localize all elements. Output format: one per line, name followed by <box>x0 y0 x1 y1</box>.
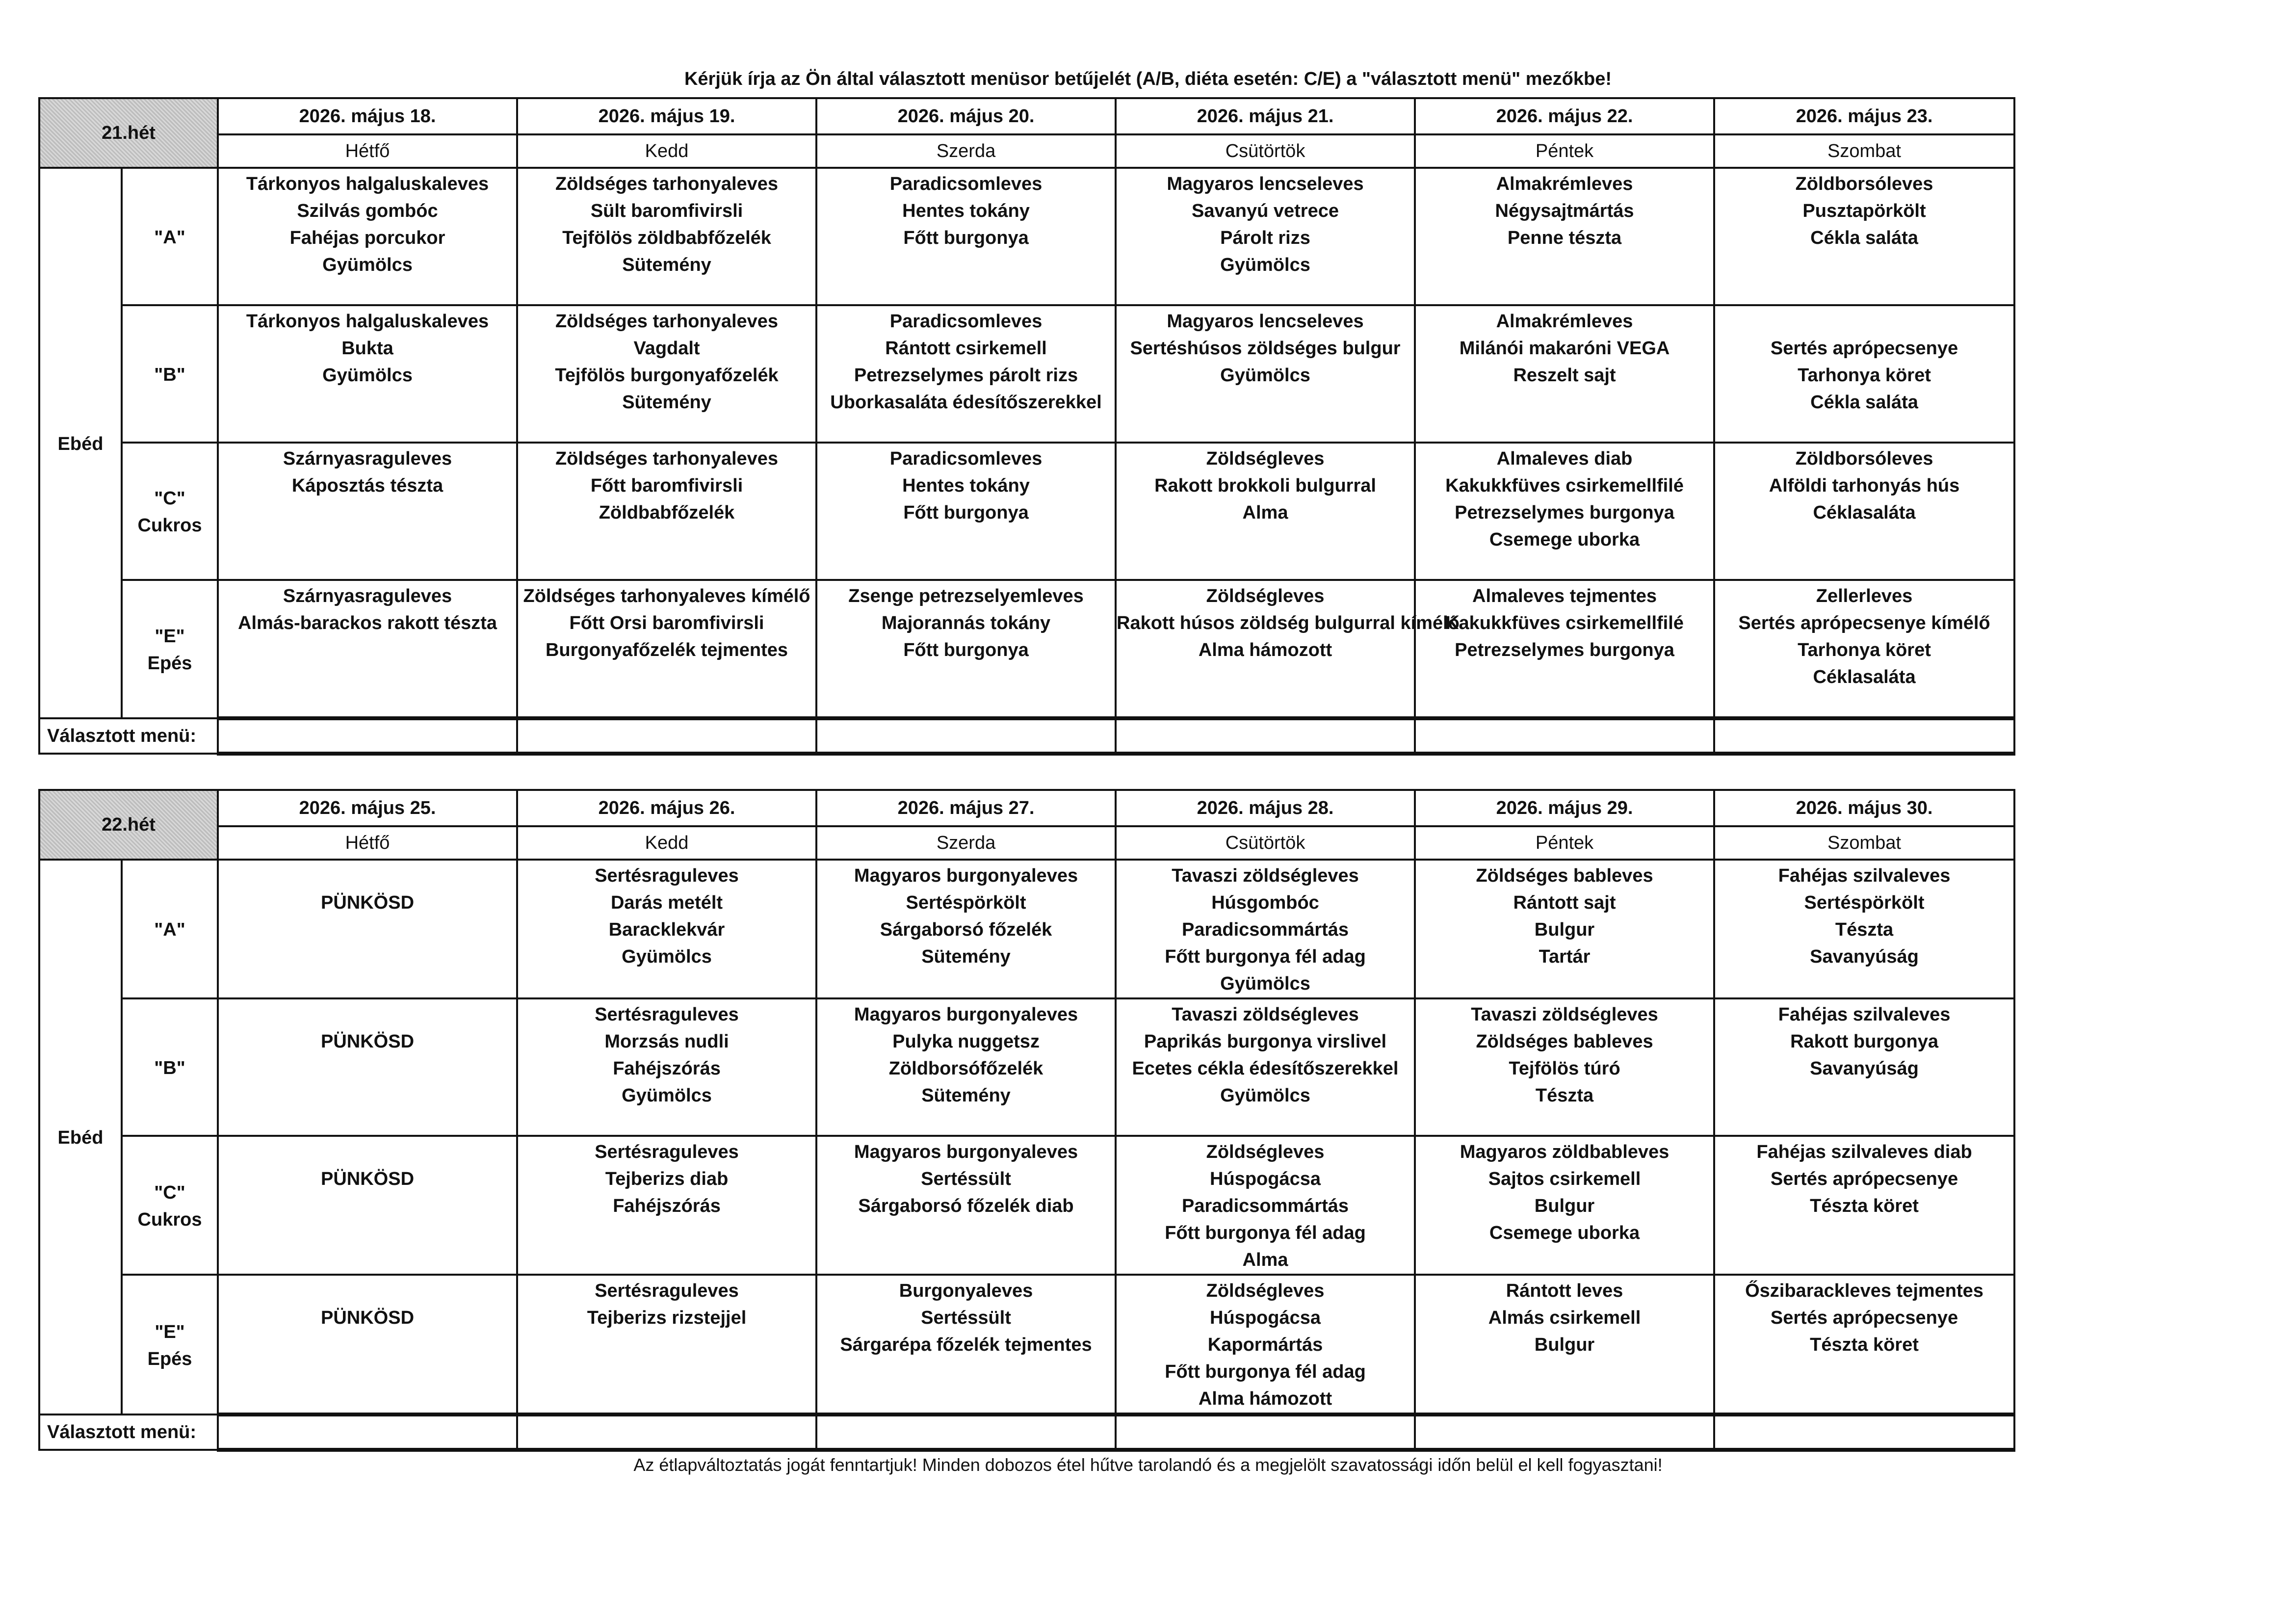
menu-row-a <box>39 860 2014 998</box>
menu-item-line: Almaleves diab <box>1496 448 1633 469</box>
menu-item-line: Hentes tokány <box>902 475 1030 496</box>
menu-item-line: Almaleves tejmentes <box>1472 586 1657 606</box>
menu-item-line: Főtt burgonya <box>903 502 1029 523</box>
date-header: 2026. május 26. <box>517 790 816 826</box>
menu-cell <box>1415 998 1714 1136</box>
menu-item-line: Sütemény <box>921 1085 1011 1106</box>
menu-item-line: Vagdalt <box>633 338 700 359</box>
menu-cell <box>816 1275 1116 1414</box>
menu-item-line: Paradicsommártás <box>1181 919 1349 940</box>
menu-cell <box>1714 1136 2014 1275</box>
menu-row-a <box>39 168 2014 305</box>
menu-cell <box>1714 860 2014 998</box>
menu-item-line: Tárkonyos halgaluskaleves <box>246 311 489 332</box>
menu-cell <box>1415 1136 1714 1275</box>
menu-cell <box>218 1275 517 1414</box>
menu-item-line: Tarhonya köret <box>1798 365 1931 386</box>
menu-item-line: Tejberizs rizstejjel <box>587 1308 747 1328</box>
chosen-menu-field[interactable] <box>517 718 816 754</box>
menu-item-line: Zöldségleves <box>1206 448 1325 469</box>
menu-item-line: Pusztapörkölt <box>1802 201 1926 221</box>
menu-item-line: Bukta <box>341 338 393 359</box>
menu-item-line: PÜNKÖSD <box>321 1169 415 1189</box>
menu-item-line: Sertéssült <box>921 1169 1011 1189</box>
menu-item-line: Paradicsomleves <box>889 174 1043 194</box>
variant-label <box>122 860 218 998</box>
menu-item-line: Burgonyafőzelék tejmentes <box>545 640 788 660</box>
menu-item-line: Bulgur <box>1534 1196 1595 1216</box>
menu-item-line: Sertés aprópecsenye <box>1770 338 1958 359</box>
menu-item-line: "B" <box>154 364 185 385</box>
menu-cell <box>1714 580 2014 718</box>
menu-item-line: Húspogácsa <box>1210 1169 1321 1189</box>
chosen-menu-field[interactable] <box>1116 718 1415 754</box>
menu-item-line: Alma <box>1242 1250 1288 1270</box>
menu-item-line: Hentes tokány <box>902 201 1030 221</box>
day-header: Hétfő <box>218 134 517 168</box>
menu-item-line: Sertésraguleves <box>595 1004 739 1025</box>
menu-item-line: Sertés aprópecsenye <box>1770 1169 1958 1189</box>
menu-item-line: Rakott brokkoli bulgurral <box>1154 475 1376 496</box>
menu-item-line: Szárnyasraguleves <box>283 586 452 606</box>
menu-item-line: Alma hámozott <box>1198 640 1332 660</box>
menu-item-line: Paprikás burgonya virslivel <box>1144 1031 1387 1052</box>
menu-cell <box>816 443 1116 580</box>
menu-item-line: Fahéjszórás <box>613 1058 721 1079</box>
menu-item-line: Zellerleves <box>1816 586 1913 606</box>
chosen-menu-label: Választott menü: <box>39 1414 218 1450</box>
menu-item-line: "E" <box>155 1321 185 1342</box>
menu-item-line: Tavaszi zöldségleves <box>1172 865 1359 886</box>
menu-item-line: PÜNKÖSD <box>321 1031 415 1052</box>
menu-cell <box>1415 860 1714 998</box>
menu-item-line: Zöldborsóleves <box>1795 448 1933 469</box>
menu-item-line: Gyümölcs <box>1220 973 1310 994</box>
menu-item-line: Főtt burgonya <box>903 640 1029 660</box>
menu-cell <box>1116 998 1415 1136</box>
menu-item-line: Tavaszi zöldségleves <box>1172 1004 1359 1025</box>
menu-cell <box>517 1136 816 1275</box>
menu-cell <box>1116 860 1415 998</box>
menu-item-line: PÜNKÖSD <box>321 892 415 913</box>
menu-item-line: Zöldséges bableves <box>1476 1031 1653 1052</box>
menu-item-line: Zöldséges tarhonyaleves <box>555 311 779 332</box>
menu-item-line: Zöldségleves <box>1206 1281 1325 1301</box>
menu-item-line: Tavaszi zöldségleves <box>1471 1004 1658 1025</box>
menu-item-line: Cékla saláta <box>1810 228 1918 248</box>
menu-item-line: Bulgur <box>1534 1335 1595 1355</box>
menu-item-line: Almás-barackos rakott tészta <box>238 613 497 633</box>
menu-cell <box>816 860 1116 998</box>
variant-label <box>122 1275 218 1414</box>
menu-item-line: Savanyúság <box>1810 946 1919 967</box>
meal-label: Ebéd <box>39 860 122 1414</box>
menu-item-line: Sertéshúsos zöldséges bulgur <box>1130 338 1401 359</box>
menu-item-line: Gyümölcs <box>1220 365 1310 386</box>
menu-item-line: Főtt burgonya fél adag <box>1165 946 1366 967</box>
menu-item-line: Sütemény <box>921 946 1011 967</box>
menu-item-line: Sertésraguleves <box>595 865 739 886</box>
menu-cell <box>218 860 517 998</box>
menu-cell <box>1116 443 1415 580</box>
menu-cell <box>1415 305 1714 443</box>
menu-item-line: Savanyú vetrece <box>1192 201 1339 221</box>
day-header: Szombat <box>1714 826 2014 860</box>
menu-item-line: Főtt burgonya <box>903 228 1029 248</box>
menu-item-line: Tejfölös túró <box>1509 1058 1620 1079</box>
menu-item-line: Majorannás tokány <box>881 613 1051 633</box>
menu-item-line: Petrezselymes párolt rizs <box>854 365 1078 386</box>
menu-item-line: Gyümölcs <box>622 946 712 967</box>
menu-item-line: Magyaros lencseleves <box>1167 174 1364 194</box>
menu-cell <box>1714 998 2014 1136</box>
menu-cell <box>517 580 816 718</box>
date-header: 2026. május 28. <box>1116 790 1415 826</box>
menu-item-line: Főtt burgonya fél adag <box>1165 1223 1366 1243</box>
menu-cell <box>218 998 517 1136</box>
menu-item-line: Zöldborsófőzelék <box>888 1058 1044 1079</box>
chosen-menu-field[interactable] <box>816 718 1116 754</box>
menu-item-line: Almás csirkemell <box>1488 1308 1641 1328</box>
menu-item-line: Petrezselymes burgonya <box>1455 502 1674 523</box>
menu-cell <box>1415 580 1714 718</box>
menu-item-line: Sertés aprópecsenye <box>1770 1308 1958 1328</box>
chosen-menu-field[interactable] <box>1415 718 1714 754</box>
menu-item-line: Fahéjas szilvaleves diab <box>1756 1142 1972 1162</box>
menu-cell <box>218 580 517 718</box>
menu-item-line: Magyaros lencseleves <box>1167 311 1364 332</box>
instruction-text: Kérjük írja az Ön által választott menüsor betűjelét (A/B, diéta esetén: C/E) a "választott menü" mezőkbe! <box>684 69 1612 89</box>
menu-cell <box>1714 168 2014 305</box>
menu-item-line: Gyümölcs <box>622 1085 712 1106</box>
menu-item-line: Zöldségleves <box>1206 1142 1325 1162</box>
chosen-menu-field[interactable] <box>218 718 517 754</box>
menu-item-line: Gyümölcs <box>322 255 413 275</box>
menu-item-line: Rakott húsos zöldség bulgurral kímélő <box>1117 613 1460 633</box>
menu-item-line: Zöldségleves <box>1206 586 1325 606</box>
menu-item-line: PÜNKÖSD <box>321 1308 415 1328</box>
menu-row-e <box>39 580 2014 718</box>
empty-line <box>219 1139 516 1166</box>
menu-item-line: "E" <box>155 626 185 647</box>
meal-label: Ebéd <box>39 168 122 718</box>
variant-label <box>122 998 218 1136</box>
menu-item-line: Gyümölcs <box>1220 255 1310 275</box>
menu-cell <box>816 1136 1116 1275</box>
menu-item-line: Fahéjas porcukor <box>289 228 445 248</box>
menu-cell <box>816 305 1116 443</box>
menu-item-line: Almakrémleves <box>1496 311 1633 332</box>
menu-item-line: Alma <box>1242 502 1288 523</box>
menu-cell <box>218 305 517 443</box>
menu-item-line: Sajtos csirkemell <box>1488 1169 1641 1189</box>
menu-item-line: Pulyka nuggetsz <box>892 1031 1040 1052</box>
menu-item-line: Rántott sajt <box>1513 892 1616 913</box>
chosen-menu-field[interactable] <box>218 1414 517 1450</box>
menu-item-line: Tejfölös burgonyafőzelék <box>555 365 779 386</box>
empty-line <box>219 863 516 890</box>
menu-item-line: Kakukkfüves csirkemellfilé <box>1445 475 1684 496</box>
menu-cell <box>1415 443 1714 580</box>
menu-item-line: Paradicsommártás <box>1181 1196 1349 1216</box>
date-header: 2026. május 19. <box>517 98 816 134</box>
menu-item-line: Ecetes cékla édesítőszerekkel <box>1132 1058 1399 1079</box>
day-header: Szerda <box>816 826 1116 860</box>
menu-item-line: Magyaros burgonyaleves <box>854 865 1078 886</box>
variant-label <box>122 443 218 580</box>
menu-item-line: Őszibarackleves tejmentes <box>1745 1281 1983 1301</box>
menu-item-line: Húspogácsa <box>1210 1308 1321 1328</box>
menu-item-line: Bulgur <box>1534 919 1595 940</box>
menu-item-line: "C" <box>154 1182 185 1203</box>
menu-item-line: Szárnyasraguleves <box>283 448 452 469</box>
menu-cell <box>1116 580 1460 718</box>
menu-item-line: Penne tészta <box>1507 228 1622 248</box>
menu-item-line: Sertés aprópecsenye kímélő <box>1738 613 1990 633</box>
menu-item-line: Sütemény <box>622 392 711 413</box>
menu-cell <box>1116 1136 1415 1275</box>
menu-item-line: Káposztás tészta <box>291 475 444 496</box>
menu-item-line: Zöldborsóleves <box>1795 174 1933 194</box>
date-header: 2026. május 25. <box>218 790 517 826</box>
day-header: Csütörtök <box>1116 826 1415 860</box>
menu-item-line: "A" <box>154 227 185 248</box>
menu-item-line: Csemege uborka <box>1489 1223 1640 1243</box>
variant-label <box>122 305 218 443</box>
menu-cell <box>1116 1275 1415 1414</box>
menu-item-line: Fahéjszórás <box>613 1196 721 1216</box>
week-label: 21.hét <box>39 98 218 168</box>
menu-cell <box>517 1275 816 1414</box>
menu-item-line: Darás metélt <box>610 892 723 913</box>
chosen-menu-field[interactable] <box>1714 1414 2014 1450</box>
menu-item-line: Tartár <box>1539 946 1591 967</box>
menu-item-line: Sertéssült <box>921 1308 1011 1328</box>
chosen-menu-row <box>39 1414 2014 1450</box>
menu-item-line: Magyaros burgonyaleves <box>854 1142 1078 1162</box>
menu-item-line: Petrezselymes burgonya <box>1455 640 1674 660</box>
menu-item-line: Tárkonyos halgaluskaleves <box>246 174 489 194</box>
menu-item-line: Kakukkfüves csirkemellfilé <box>1445 613 1684 633</box>
menu-cell <box>517 305 816 443</box>
menu-item-line: Uborkasaláta édesítőszerekkel <box>830 392 1102 413</box>
menu-row-b <box>39 998 2014 1136</box>
menu-cell <box>816 168 1116 305</box>
menu-cell <box>517 168 816 305</box>
menu-item-line: Sárgarépa főzelék tejmentes <box>840 1335 1092 1355</box>
menu-item-line: Zsenge petrezselyemleves <box>848 586 1084 606</box>
menu-item-line: Sertéspörkölt <box>906 892 1026 913</box>
empty-line <box>219 1278 516 1305</box>
week-22-menu-table <box>38 789 2015 1452</box>
chosen-menu-field[interactable] <box>1714 718 2014 754</box>
menu-item-line: Főtt baromfivirsli <box>590 475 743 496</box>
chosen-menu-field[interactable] <box>816 1414 1116 1450</box>
menu-item-line: Tészta köret <box>1810 1196 1919 1216</box>
menu-item-line: "B" <box>154 1057 185 1078</box>
menu-item-line: Kapormártás <box>1207 1335 1323 1355</box>
empty-line <box>1715 308 2013 335</box>
menu-item-line: Zöldséges tarhonyaleves <box>555 174 779 194</box>
menu-cell <box>1116 305 1415 443</box>
menu-item-line: Tarhonya köret <box>1798 640 1931 660</box>
menu-item-line: Húsgombóc <box>1211 892 1319 913</box>
date-header: 2026. május 23. <box>1714 98 2014 134</box>
menu-item-line: Cukros <box>137 515 202 536</box>
menu-item-line: Paradicsomleves <box>889 448 1043 469</box>
menu-item-line: Tészta <box>1535 1085 1594 1106</box>
menu-item-line: Epés <box>147 1348 192 1369</box>
menu-item-line: Csemege uborka <box>1489 529 1640 550</box>
menu-cell <box>517 998 816 1136</box>
menu-item-line: Zöldséges tarhonyaleves kímélő <box>523 586 810 606</box>
menu-item-line: Sertéspörkölt <box>1804 892 1925 913</box>
variant-label <box>122 580 218 718</box>
menu-item-line: Epés <box>147 653 192 674</box>
menu-item-line: Magyaros zöldbableves <box>1460 1142 1670 1162</box>
date-header: 2026. május 18. <box>218 98 517 134</box>
date-header: 2026. május 30. <box>1714 790 2014 826</box>
chosen-menu-field[interactable] <box>1415 1414 1714 1450</box>
menu-item-line: Reszelt sajt <box>1513 365 1616 386</box>
menu-item-line: Almakrémleves <box>1496 174 1633 194</box>
menu-item-line: Céklasaláta <box>1813 502 1916 523</box>
menu-item-line: Tejberizs diab <box>605 1169 729 1189</box>
menu-item-line: Alföldi tarhonyás hús <box>1769 475 1960 496</box>
menu-cell <box>517 443 816 580</box>
date-header: 2026. május 20. <box>816 98 1116 134</box>
menu-cell <box>816 580 1116 718</box>
menu-item-line: Tészta <box>1835 919 1894 940</box>
menu-item-line: Gyümölcs <box>322 365 413 386</box>
menu-row-b <box>39 305 2014 443</box>
menu-item-line: "A" <box>154 919 185 940</box>
menu-item-line: Négysajtmártás <box>1495 201 1634 221</box>
week-21-menu-table <box>38 97 2015 756</box>
day-header: Péntek <box>1415 134 1714 168</box>
date-header: 2026. május 22. <box>1415 98 1714 134</box>
menu-item-line: Zöldséges bableves <box>1476 865 1653 886</box>
chosen-menu-field[interactable] <box>1116 1414 1415 1450</box>
menu-item-line: Paradicsomleves <box>889 311 1043 332</box>
menu-cell <box>1116 168 1415 305</box>
menu-item-line: Tejfölös zöldbabfőzelék <box>562 228 771 248</box>
menu-item-line: Tészta köret <box>1810 1335 1919 1355</box>
menu-item-line: Rakott burgonya <box>1790 1031 1938 1052</box>
menu-item-line: Sült baromfivirsli <box>590 201 743 221</box>
menu-row-c <box>39 1136 2014 1275</box>
menu-item-line: Sertésraguleves <box>595 1142 739 1162</box>
date-header: 2026. május 21. <box>1116 98 1415 134</box>
menu-item-line: Morzsás nudli <box>604 1031 729 1052</box>
menu-item-line: Milánói makaróni VEGA <box>1459 338 1670 359</box>
menu-item-line: "C" <box>154 488 185 509</box>
day-header: Kedd <box>517 826 816 860</box>
menu-item-line: Főtt Orsi baromfivirsli <box>569 613 764 633</box>
menu-item-line: Főtt burgonya fél adag <box>1165 1362 1366 1382</box>
day-header: Csütörtök <box>1116 134 1415 168</box>
menu-item-line: Savanyúság <box>1810 1058 1919 1079</box>
menu-item-line: Rántott csirkemell <box>885 338 1047 359</box>
menu-cell <box>218 1136 517 1275</box>
chosen-menu-field[interactable] <box>517 1414 816 1450</box>
date-header: 2026. május 29. <box>1415 790 1714 826</box>
menu-cell <box>1714 1275 2014 1414</box>
menu-item-line: Párolt rizs <box>1220 228 1310 248</box>
chosen-menu-row <box>39 718 2014 754</box>
menu-row-e <box>39 1275 2014 1414</box>
menu-cell <box>1714 305 2014 443</box>
menu-item-line: Cékla saláta <box>1810 392 1918 413</box>
menu-item-line: Zöldbabfőzelék <box>599 502 735 523</box>
day-header: Kedd <box>517 134 816 168</box>
menu-item-line: Alma hámozott <box>1198 1388 1332 1409</box>
menu-cell <box>1415 1275 1714 1414</box>
menu-cell <box>517 860 816 998</box>
menu-cell <box>816 998 1116 1136</box>
footer-note: Az étlapváltoztatás jogát fenntartjuk! Minden dobozos étel hűtve tarolandó és a megjelölt szavatossági időn belül el kell fogyasztani! <box>633 1455 1663 1475</box>
menu-item-line: Fahéjas szilvaleves <box>1778 865 1951 886</box>
chosen-menu-label: Választott menü: <box>39 718 218 754</box>
menu-cell <box>218 168 517 305</box>
menu-item-line: Magyaros burgonyaleves <box>854 1004 1078 1025</box>
menu-item-line: Sárgaborsó főzelék diab <box>858 1196 1074 1216</box>
menu-item-line: Szilvás gombóc <box>297 201 438 221</box>
menu-item-line: Céklasaláta <box>1813 667 1916 687</box>
menu-cell <box>1415 168 1714 305</box>
menu-item-line: Sárgaborsó főzelék <box>880 919 1052 940</box>
day-header: Péntek <box>1415 826 1714 860</box>
menu-item-line: Rántott leves <box>1506 1281 1623 1301</box>
menu-item-line: Baracklekvár <box>608 919 725 940</box>
menu-item-line: Sertésraguleves <box>595 1281 739 1301</box>
menu-item-line: Burgonyaleves <box>899 1281 1033 1301</box>
menu-cell <box>218 443 517 580</box>
menu-item-line: Sütemény <box>622 255 711 275</box>
menu-cell <box>1714 443 2014 580</box>
date-header: 2026. május 27. <box>816 790 1116 826</box>
menu-item-line: Cukros <box>137 1209 202 1230</box>
menu-item-line: Gyümölcs <box>1220 1085 1310 1106</box>
day-header: Hétfő <box>218 826 517 860</box>
variant-label <box>122 168 218 305</box>
menu-item-line: Fahéjas szilvaleves <box>1778 1004 1951 1025</box>
menu-row-c <box>39 443 2014 580</box>
variant-label <box>122 1136 218 1275</box>
week-label: 22.hét <box>39 790 218 860</box>
day-header: Szerda <box>816 134 1116 168</box>
day-header: Szombat <box>1714 134 2014 168</box>
menu-item-line: Zöldséges tarhonyaleves <box>555 448 779 469</box>
empty-line <box>219 1001 516 1028</box>
